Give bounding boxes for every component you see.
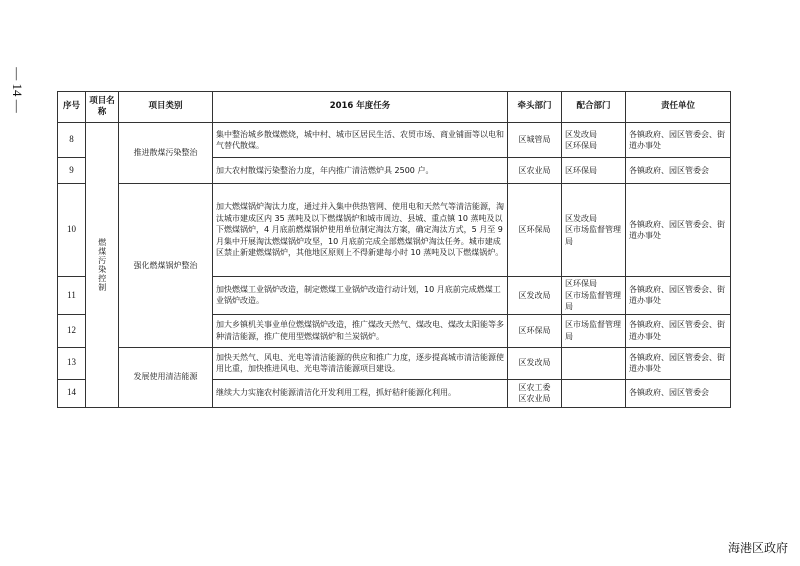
table-row <box>58 123 731 158</box>
row-number: 14 <box>58 379 86 407</box>
coop-dept-cell <box>562 347 626 379</box>
coop-dept-cell: 区发改局 区市场监督管理局 <box>562 184 626 277</box>
header-lead-dept: 牵头部门 <box>508 92 562 123</box>
category-cell: 推进散煤污染整治 <box>119 123 213 184</box>
header-coop-dept: 配合部门 <box>562 92 626 123</box>
row-number: 13 <box>58 347 86 379</box>
task-cell: 加快天然气、风电、光电等清洁能源的供应和推广力度，逐步提高城市清洁能源使用比重，加快推进风电、光电等清洁能源项目建设。 <box>213 347 508 379</box>
lead-dept-cell: 区城管局 <box>508 123 562 158</box>
task-cell: 加大乡镇机关事业单位燃煤锅炉改造，推广煤改天然气、煤改电、煤改太阳能等多种清洁能源，推广使用型燃煤锅炉和兰炭锅炉。 <box>213 314 508 347</box>
header-seq: 序号 <box>58 92 86 123</box>
category-cell: 发展使用清洁能源 <box>119 347 213 407</box>
row-number: 9 <box>58 158 86 184</box>
category-cell: 强化燃煤锅炉整治 <box>119 184 213 348</box>
project-name-cell <box>86 123 119 408</box>
row-number: 8 <box>58 123 86 158</box>
table-row <box>58 184 731 277</box>
task-table <box>57 91 731 408</box>
header-responsible: 责任单位 <box>626 92 731 123</box>
responsible-cell: 各镇政府、园区管委会 <box>626 379 731 407</box>
page-number: — 14 — <box>10 67 25 113</box>
header-category: 项目类别 <box>119 92 213 123</box>
watermark: 海港区政府 <box>727 541 788 555</box>
responsible-cell: 各镇政府、园区管委会、街道办事处 <box>626 347 731 379</box>
lead-dept-cell: 区发改局 <box>508 277 562 315</box>
table-header-row <box>58 92 731 123</box>
responsible-cell: 各镇政府、园区管委会、街道办事处 <box>626 184 731 277</box>
lead-dept-cell: 区农业局 <box>508 158 562 184</box>
row-number: 12 <box>58 314 86 347</box>
row-number: 10 <box>58 184 86 277</box>
responsible-cell: 各镇政府、园区管委会、街道办事处 <box>626 277 731 315</box>
coop-dept-cell: 区环保局 区市场监督管理局 <box>562 277 626 315</box>
responsible-cell: 各镇政府、园区管委会、街道办事处 <box>626 314 731 347</box>
task-cell: 加快燃煤工业锅炉改造，制定燃煤工业锅炉改造行动计划，10 月底前完成燃煤工业锅炉改造。 <box>213 277 508 315</box>
lead-dept-cell: 区农工委 区农业局 <box>508 379 562 407</box>
coop-dept-cell: 区环保局 <box>562 158 626 184</box>
task-cell: 集中整治城乡散煤燃烧，城中村、城市区居民生活、农贸市场、商业铺面等以电和气替代散煤。 <box>213 123 508 158</box>
task-cell: 加大燃煤锅炉淘汰力度，通过并入集中供热管网、使用电和天然气等清洁能源，淘汰城市建成区内 35 蒸吨及以下燃煤锅炉和城市周边、县城、重点镇 10 蒸吨及以下燃煤锅炉，4 月底前燃煤锅炉使用单位制定淘汰方案，确定淘汰方式，5 月至 9 月集中开展淘汰燃煤锅炉攻坚，10 月底前完成全部燃煤锅炉淘汰任务。城市建成区禁止新建燃煤锅炉，其他地区原则上不得新建每小时 10 蒸吨及以下燃煤锅炉。 <box>213 184 508 277</box>
lead-dept-cell: 区发改局 <box>508 347 562 379</box>
coop-dept-cell: 区市场监督管理局 <box>562 314 626 347</box>
lead-dept-cell: 区环保局 <box>508 314 562 347</box>
responsible-cell: 各镇政府、园区管委会、街道办事处 <box>626 123 731 158</box>
coop-dept-cell <box>562 379 626 407</box>
project-name: 燃煤污染控制 <box>97 237 107 292</box>
responsible-cell: 各镇政府、园区管委会 <box>626 158 731 184</box>
lead-dept-cell: 区环保局 <box>508 184 562 277</box>
task-cell: 加大农村散煤污染整治力度，年内推广清洁燃炉具 2500 户。 <box>213 158 508 184</box>
header-task: 2016 年度任务 <box>213 92 508 123</box>
task-cell: 继续大力实施农村能源清洁化开发利用工程，抓好秸秆能源化利用。 <box>213 379 508 407</box>
table-row <box>58 347 731 379</box>
header-project-name: 项目名称 <box>86 92 119 123</box>
coop-dept-cell: 区发改局 区环保局 <box>562 123 626 158</box>
row-number: 11 <box>58 277 86 315</box>
